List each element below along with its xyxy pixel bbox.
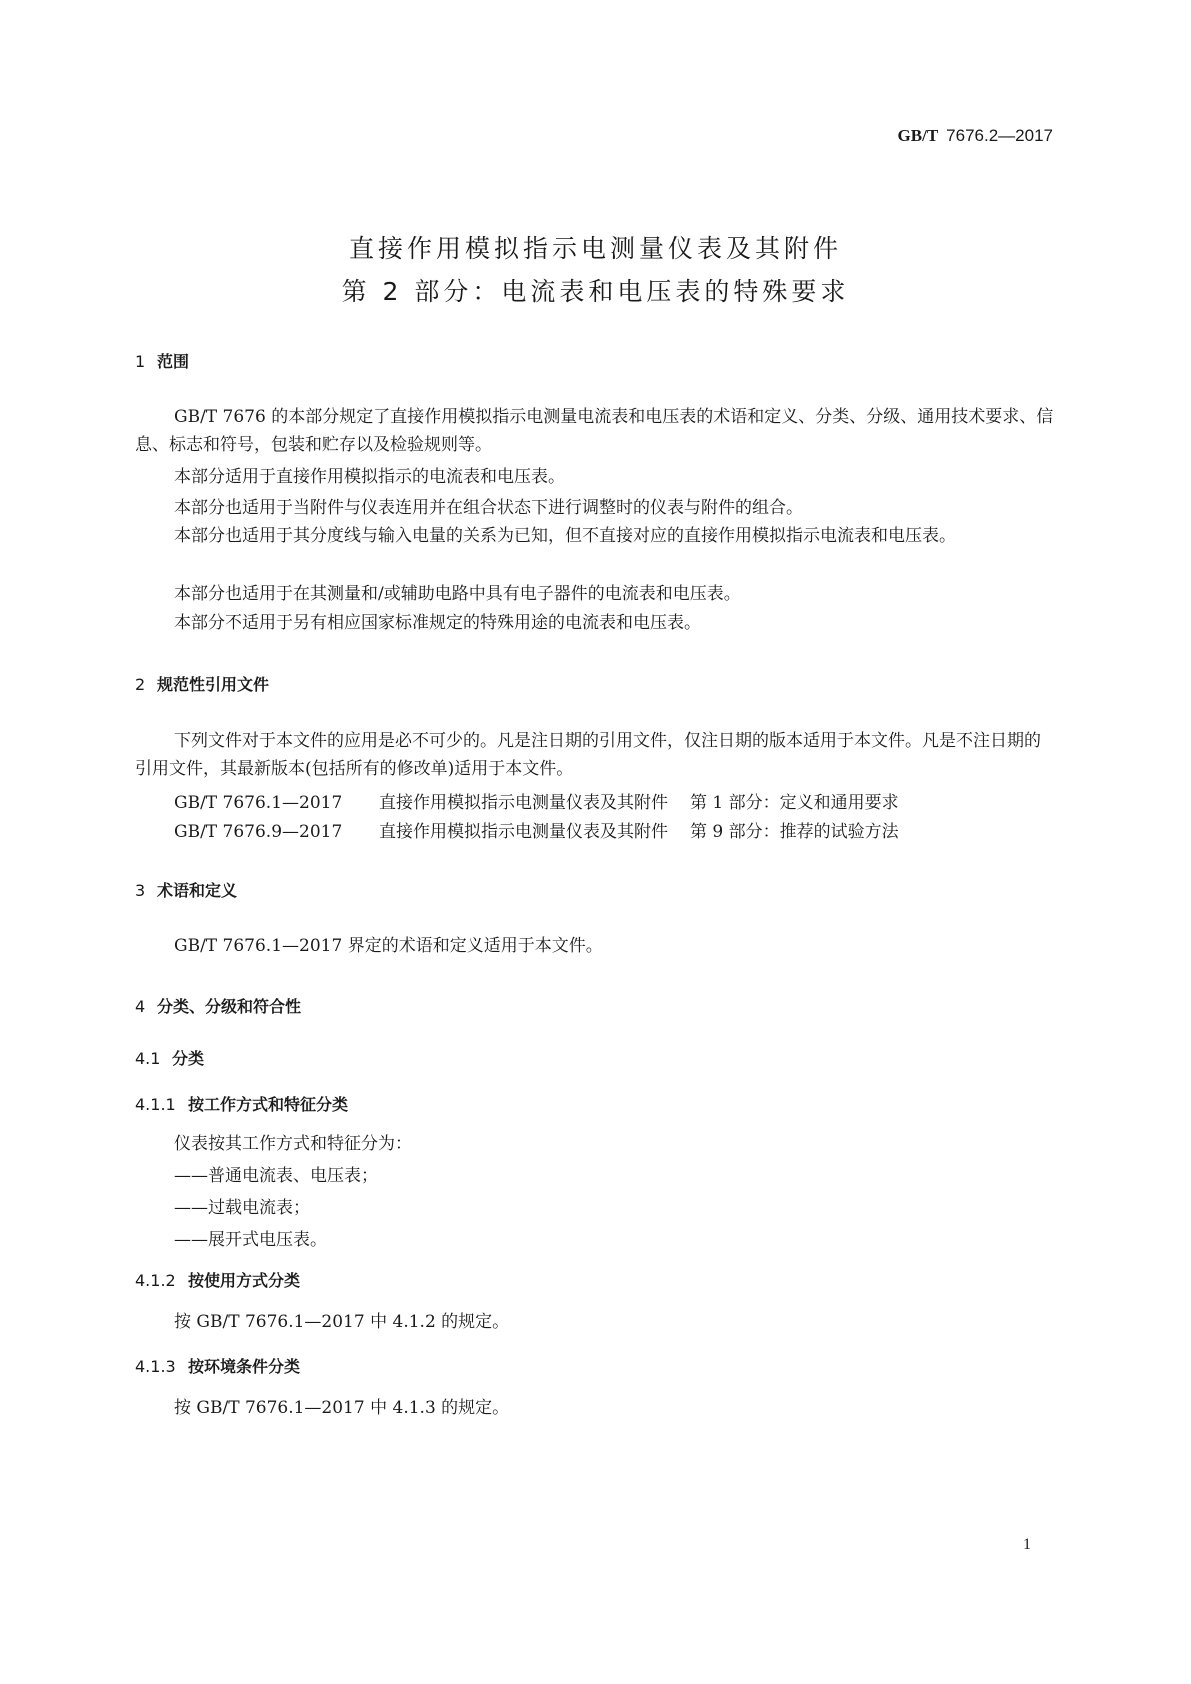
section-4-1-3-heading	[135, 1354, 300, 1377]
reference-code: GB/T 7676.9—2017	[174, 822, 343, 842]
standard-number	[898, 126, 1053, 146]
reference-part: 第 9 部分：推荐的试验方法	[690, 822, 899, 842]
reference-title: 直接作用模拟指示电测量仪表及其附件	[379, 822, 668, 842]
section-number: 4	[135, 997, 146, 1016]
paragraph: 下列文件对于本文件的应用是必不可少的。凡是注日期的引用文件，仅注日期的版本适用于本文件。凡是不注日期的引用文件，其最新版本(包括所有的修改单)适用于本文件。	[135, 731, 1041, 779]
section-title: 按使用方式分类	[188, 1271, 301, 1290]
section-number: 3	[135, 881, 146, 900]
reference-part: 第 1 部分：定义和通用要求	[690, 793, 899, 813]
reference-row	[174, 788, 899, 813]
section-4-1-2-heading	[135, 1268, 300, 1291]
section-number: 4.1.2	[135, 1271, 176, 1290]
document-title-line1: 直接作用模拟指示电测量仪表及其附件	[348, 234, 842, 263]
section-1-heading	[135, 349, 189, 372]
paragraph: 本部分也适用于其分度线与输入电量的关系为已知，但不直接对应的直接作用模拟指示电流表和电压表。	[174, 526, 956, 546]
reference-row	[174, 817, 899, 842]
section-number: 4.1.1	[135, 1095, 176, 1114]
paragraph: GB/T 7676 的本部分规定了直接作用模拟指示电测量电流表和电压表的术语和定义、分类、分级、通用技术要求、信息、标志和符号，包装和贮存以及检验规则等。	[135, 407, 1054, 455]
section-title: 范围	[157, 352, 190, 371]
section-2-heading	[135, 672, 269, 695]
list-item: ——普通电流表、电压表；	[174, 1166, 378, 1186]
section-4-1-heading	[135, 1046, 204, 1069]
paragraph: 本部分不适用于另有相应国家标准规定的特殊用途的电流表和电压表。	[174, 613, 701, 633]
standard-prefix: GB/T	[897, 126, 939, 145]
section-title: 按工作方式和特征分类	[188, 1095, 349, 1114]
section-title: 分类	[172, 1049, 205, 1068]
paragraph: 按 GB/T 7676.1—2017 中 4.1.2 的规定。	[174, 1312, 510, 1332]
document-title-line2: 第 2 部分：电流表和电压表的特殊要求	[341, 277, 850, 306]
list-intro: 仪表按其工作方式和特征分为：	[174, 1134, 412, 1154]
reference-title: 直接作用模拟指示电测量仪表及其附件	[379, 793, 668, 813]
section-number: 4.1	[135, 1049, 161, 1068]
section-4-heading	[135, 994, 301, 1017]
paragraph: GB/T 7676.1—2017 界定的术语和定义适用于本文件。	[174, 936, 603, 956]
section-title: 术语和定义	[157, 881, 238, 900]
section-number: 4.1.3	[135, 1357, 176, 1376]
section-title: 分类、分级和符合性	[157, 997, 302, 1016]
standard-code: 7676.2—2017	[946, 126, 1053, 145]
paragraph: 按 GB/T 7676.1—2017 中 4.1.3 的规定。	[174, 1398, 510, 1418]
list-item: ——展开式电压表。	[174, 1230, 327, 1250]
section-title: 规范性引用文件	[157, 675, 270, 694]
section-number: 1	[135, 352, 146, 371]
paragraph: 本部分也适用于当附件与仪表连用并在组合状态下进行调整时的仪表与附件的组合。	[174, 498, 803, 518]
section-3-heading	[135, 878, 237, 901]
paragraph: 本部分也适用于在其测量和/或辅助电路中具有电子器件的电流表和电压表。	[174, 584, 741, 604]
page-number: 1	[1023, 1536, 1031, 1553]
section-title: 按环境条件分类	[188, 1357, 301, 1376]
paragraph: 本部分适用于直接作用模拟指示的电流表和电压表。	[174, 467, 565, 487]
section-4-1-1-heading	[135, 1092, 348, 1115]
section-number: 2	[135, 675, 146, 694]
classification-list	[174, 1128, 412, 1256]
reference-code: GB/T 7676.1—2017	[174, 793, 343, 813]
list-item: ——过载电流表；	[174, 1198, 310, 1218]
